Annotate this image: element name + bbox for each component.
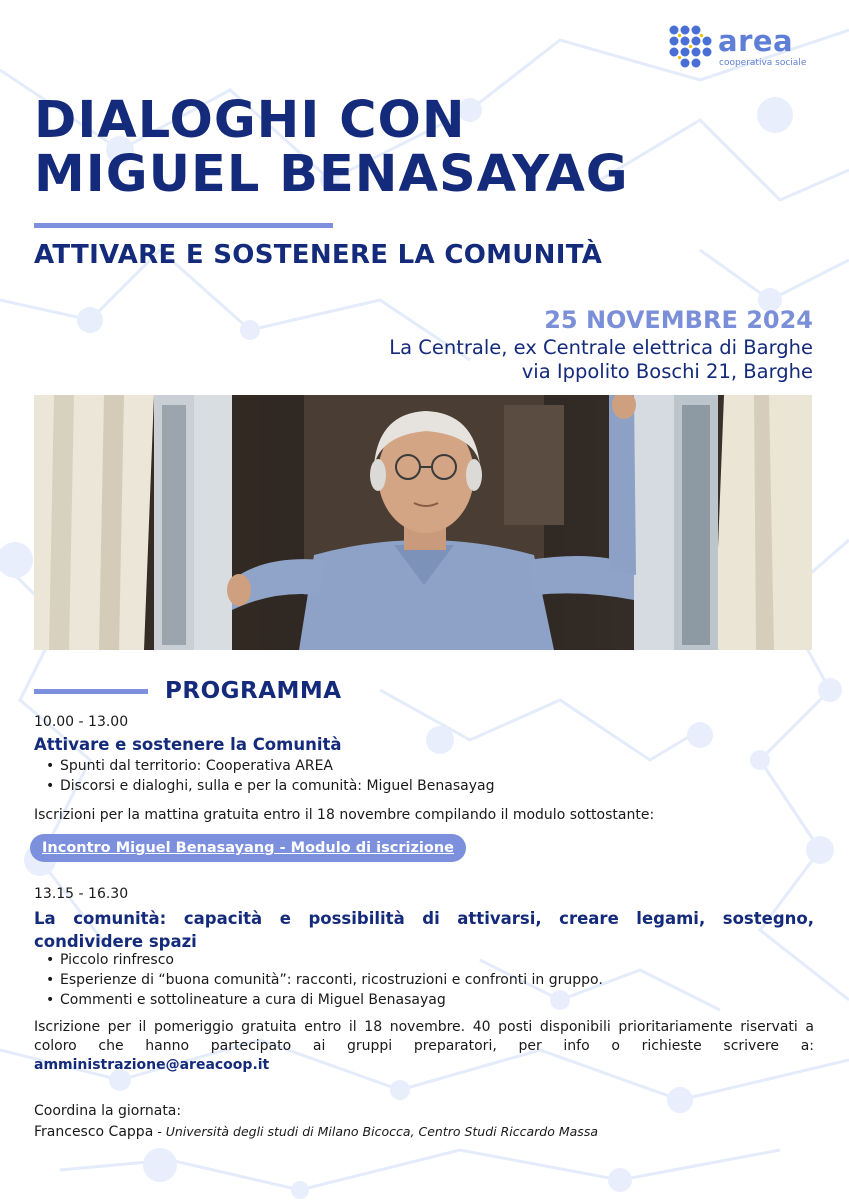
event-date: 25 NOVEMBRE 2024 bbox=[544, 306, 813, 334]
afternoon-registration-note bbox=[34, 1018, 814, 1075]
logo-wordmark: area bbox=[718, 24, 794, 58]
morning-time: 10.00 - 13.00 bbox=[34, 714, 129, 730]
list-item: • Piccolo rinfresco bbox=[34, 950, 814, 970]
coordinator-name: Francesco Cappa bbox=[34, 1124, 154, 1140]
morning-registration-note: Iscrizioni per la mattina gratuita entro il 18 novembre compilando il modulo sottostante: bbox=[34, 807, 655, 823]
list-item: • Commenti e sottolineature a cura di Miguel Benasayag bbox=[34, 990, 814, 1010]
title-line-2: MIGUEL BENASAYAG bbox=[34, 145, 629, 204]
afternoon-title: La comunità: capacità e possibilità di attivarsi, creare legami, sostegno, condividere spazi bbox=[34, 909, 814, 951]
afternoon-note-text: Iscrizione per il pomeriggio gratuita entro il 18 novembre. 40 posti disponibili prioritariamente riservati a coloro che hanno partecipato ai gruppi preparatori, per info o richieste scrivere a: bbox=[34, 1019, 814, 1054]
afternoon-list bbox=[34, 950, 814, 1010]
venue-name: La Centrale, ex Centrale elettrica di Barghe bbox=[389, 336, 813, 359]
morning-list bbox=[34, 756, 794, 796]
afternoon-time: 13.15 - 16.30 bbox=[34, 886, 129, 902]
contact-email[interactable]: amministrazione@areacoop.it bbox=[34, 1057, 270, 1073]
area-logo bbox=[668, 24, 818, 72]
logo-dots-icon bbox=[668, 24, 712, 68]
event-subtitle: ATTIVARE E SOSTENERE LA COMUNITÀ bbox=[34, 240, 603, 270]
title-line-1: DIALOGHI CON bbox=[34, 91, 466, 150]
list-item: • Esperienze di “buona comunità”: racconti, ricostruzioni e confronti in gruppo. bbox=[34, 970, 814, 990]
coordinator-affiliation: - Università degli studi di Milano Bicocca, Centro Studi Riccardo Massa bbox=[153, 1124, 598, 1139]
coordination-label: Coordina la giornata: bbox=[34, 1103, 182, 1119]
programme-divider bbox=[34, 689, 148, 694]
morning-title: Attivare e sostenere la Comunità bbox=[34, 735, 342, 754]
programme-heading: PROGRAMMA bbox=[165, 678, 342, 704]
coordinator bbox=[34, 1124, 598, 1140]
logo-tagline: cooperativa sociale bbox=[719, 58, 807, 68]
speaker-photo bbox=[34, 395, 812, 650]
event-title bbox=[34, 91, 629, 204]
list-item: • Discorsi e dialoghi, sulla e per la comunità: Miguel Benasayag bbox=[34, 776, 794, 796]
venue-address: via Ippolito Boschi 21, Barghe bbox=[521, 360, 813, 383]
list-item: • Spunti dal territorio: Cooperativa AREA bbox=[34, 756, 794, 776]
registration-form-link[interactable]: Incontro Miguel Benasayang - Modulo di iscrizione bbox=[30, 834, 466, 862]
title-divider bbox=[34, 223, 333, 228]
